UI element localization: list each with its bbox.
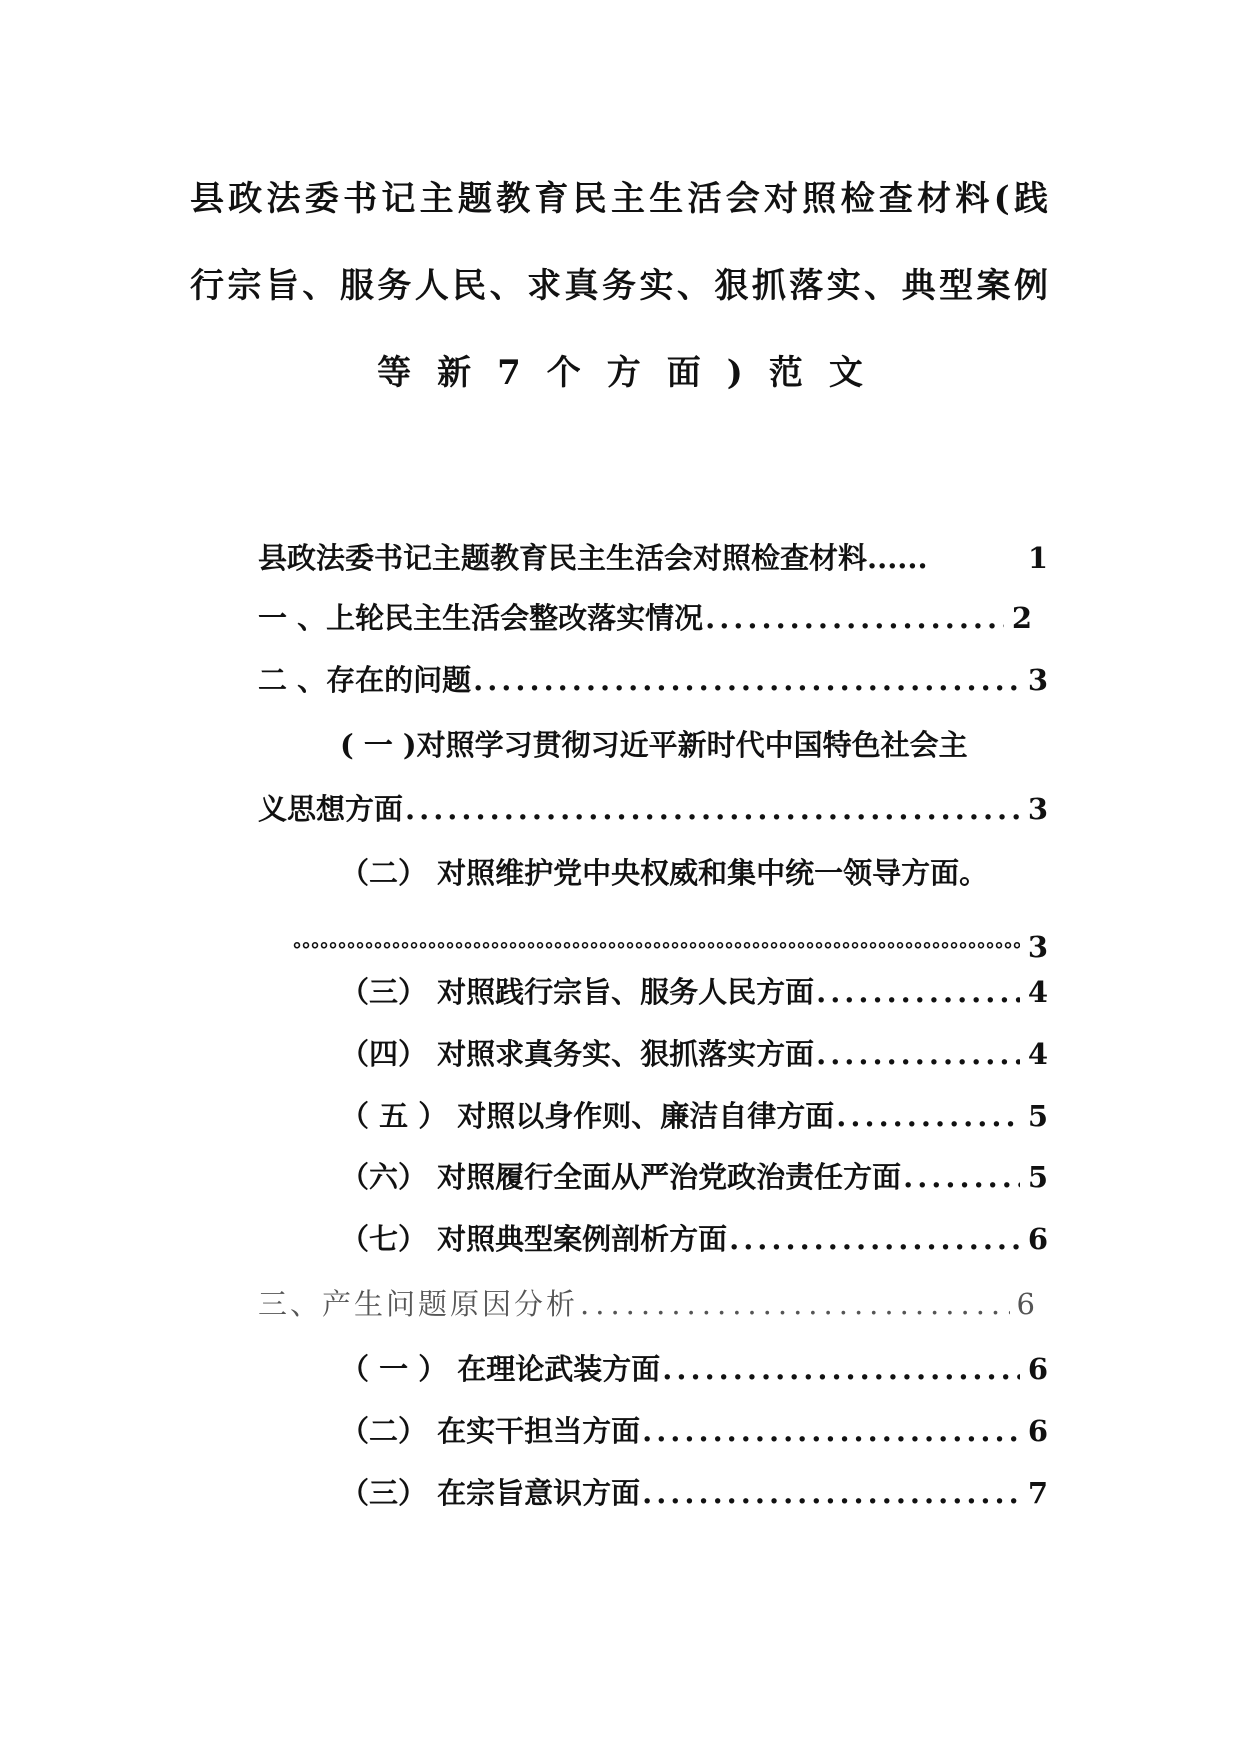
toc-entry[interactable] (340, 1037, 1048, 1071)
toc-entry-label: （六） 对照履行全面从严治党政治责任方面 (340, 1160, 902, 1194)
toc-entry[interactable] (340, 1099, 1048, 1133)
title-line-3: 等新7个方面)范文 (377, 353, 889, 393)
toc-leader (473, 663, 1020, 697)
toc-entry-page: 4 (1027, 1037, 1048, 1071)
toc-entry-continuation[interactable] (258, 792, 1048, 826)
toc-leader (903, 1160, 1020, 1194)
toc-entry[interactable] (340, 1414, 1048, 1448)
toc-entry-label: （七） 对照典型案例剖析方面 (340, 1222, 728, 1256)
toc-entry-label[interactable]: ( 一 )对照学习贯彻习近平新时代中国特色社会主 (340, 728, 968, 762)
toc-leader (705, 601, 1004, 635)
toc-entry-page: 6 (1016, 1287, 1038, 1321)
toc-entry-page: 2 (1011, 601, 1032, 635)
toc-leader (816, 975, 1020, 1009)
toc-entry-label-continuation: 义思想方面 (258, 792, 404, 826)
toc-entry-page: 6 (1027, 1414, 1048, 1448)
toc-leader (662, 1352, 1020, 1386)
toc-entry[interactable] (340, 1160, 1048, 1194)
toc-entry-label: （二） 在实干担当方面 (340, 1414, 641, 1448)
title-line-2: 行宗旨、服务人民、求真务实、狠抓落实、典型案例 (190, 266, 1050, 306)
toc-entry-page: 7 (1027, 1476, 1048, 1510)
toc-entry-page: 1 (1027, 541, 1048, 575)
toc-entry[interactable] (340, 1352, 1048, 1386)
toc-entry-label: 县政法委书记主题教育民主生活会对照检查材料...... (258, 541, 928, 575)
toc-leader (292, 930, 1020, 967)
toc-leader (405, 792, 1020, 826)
toc-entry-page: 4 (1027, 975, 1048, 1009)
toc-entry[interactable] (340, 1222, 1048, 1256)
toc-entry-page: 6 (1027, 1222, 1048, 1256)
toc-entry-page: 6 (1027, 1352, 1048, 1386)
toc-leader (642, 1414, 1020, 1448)
toc-leader (836, 1099, 1020, 1133)
toc-entry[interactable] (258, 541, 1048, 575)
toc-entry-label: 二 、存在的问题 (258, 663, 472, 697)
toc-entry-label: 一 、上轮民主生活会整改落实情况 (258, 601, 704, 635)
toc-entry-label: （三） 对照践行宗旨、服务人民方面 (340, 975, 815, 1009)
toc-entry-label[interactable]: （二） 对照维护党中央权威和集中统一领导方面。 (340, 856, 989, 890)
toc-entry-label: （ 一 ） 在理论武装方面 (340, 1352, 661, 1386)
toc-entry-label: （三） 在宗旨意识方面 (340, 1476, 641, 1510)
toc-entry[interactable] (340, 975, 1048, 1009)
toc-entry-page: 3 (1027, 930, 1048, 964)
toc-entry-page: 3 (1027, 663, 1048, 697)
toc-entry-continuation[interactable] (290, 930, 1048, 967)
toc-leader (816, 1037, 1020, 1071)
toc-leader (642, 1476, 1020, 1510)
toc-entry-label: （四） 对照求真务实、狠抓落实方面 (340, 1037, 815, 1071)
toc-entry-page: 5 (1027, 1099, 1048, 1133)
toc-entry-label: （ 五 ） 对照以身作则、廉洁自律方面 (340, 1099, 835, 1133)
toc-entry[interactable] (258, 601, 1032, 635)
toc-entry[interactable] (340, 1476, 1048, 1510)
toc-entry-page: 5 (1027, 1160, 1048, 1194)
toc-leader (580, 1287, 1010, 1321)
title-line-1: 县政法委书记主题教育民主生活会对照检查材料(践 (190, 179, 1050, 219)
toc-leader (729, 1222, 1020, 1256)
toc-entry[interactable] (258, 663, 1048, 697)
toc-entry-label: 三、产生问题原因分析 (258, 1287, 579, 1321)
toc-entry-page: 3 (1027, 792, 1048, 826)
toc-entry[interactable] (258, 1287, 1038, 1321)
